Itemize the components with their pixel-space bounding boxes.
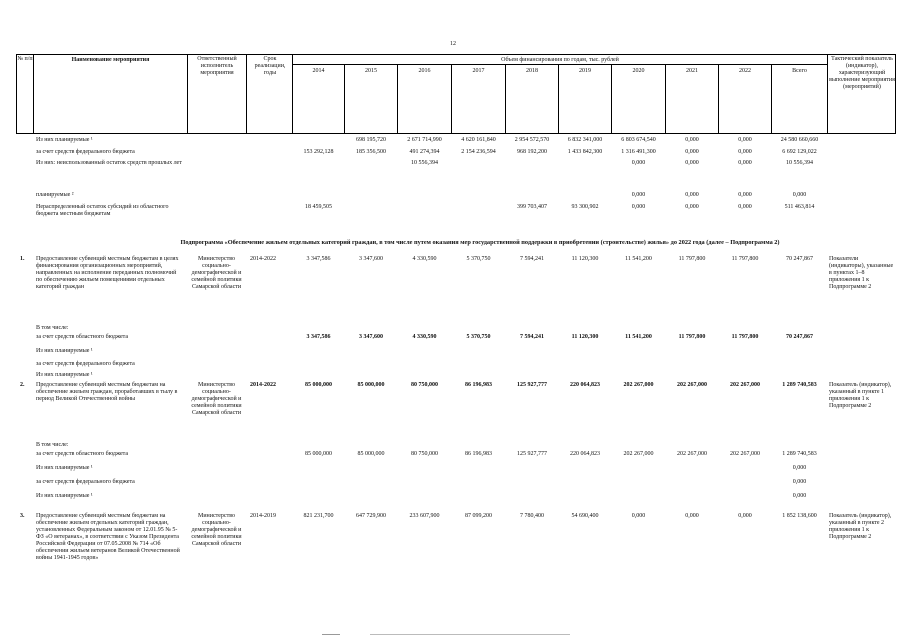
value-cell: 0,000	[738, 137, 752, 143]
value-cell: 11 541,200	[625, 256, 652, 262]
row-label: за счет средств федерального бюджета	[36, 149, 135, 155]
value-cell: 7 594,241	[520, 334, 544, 340]
value-cell: 202 267,000	[677, 451, 707, 457]
value-cell: 80 750,000	[411, 382, 438, 388]
item-name: Предоставление субвенций местным бюджетам на обеспечение жильем отдельных категорий граждан, установленных Федеральным законом от 12.01.95 № 5-ФЗ «О ветеранах», в соответствии с Указом Президента Российской Федерации от 07.05.2008 № 714 «Об обеспечении жильем ветеранов Великой Отечественной войны 1941-1945 годов»	[36, 513, 180, 561]
header-bottom-border	[16, 133, 896, 134]
value-cell: 0,000	[738, 204, 752, 210]
value-cell: 202 267,000	[677, 382, 707, 388]
item-term: 2014-2022	[250, 256, 276, 262]
value-cell: 491 274,394	[409, 149, 440, 155]
sub-row-label: Из них планируемые ¹	[36, 348, 93, 354]
value-cell: 0,000	[738, 160, 752, 166]
item-number: 2.	[20, 382, 25, 388]
row-label: Нераспределенный остаток субсидий из областного бюджета местным бюджетам	[36, 204, 169, 217]
value-cell: 202 267,000	[730, 382, 760, 388]
value-cell: 70 247,867	[786, 334, 813, 340]
value-cell: 0,000	[738, 149, 752, 155]
value-cell: 6 832 341,000	[567, 137, 603, 143]
value-cell: 6 692 129,022	[782, 149, 817, 155]
header-year: 2018	[526, 68, 538, 74]
header-year: 2014	[312, 68, 325, 74]
value-cell: 821 231,700	[303, 513, 334, 519]
value-cell: 202 267,000	[623, 382, 654, 388]
value-cell: 11 120,300	[571, 334, 599, 340]
sub-row-label: Из них планируемые ¹	[36, 372, 93, 378]
item-executor: Министерство социально-демографической и семейной политики Самарской области	[191, 256, 242, 290]
value-cell: 1 433 842,300	[567, 149, 603, 155]
value-cell: 11 541,200	[625, 334, 652, 340]
value-cell: 0,000	[792, 479, 807, 485]
value-cell: 80 750,000	[411, 451, 438, 457]
header-year: 2017	[472, 68, 485, 74]
header-vline	[292, 54, 293, 134]
value-cell: 0,000	[631, 204, 646, 210]
value-cell: 1 289 740,583	[782, 451, 817, 457]
value-cell: 5 370,750	[466, 334, 491, 340]
value-cell: 0,000	[792, 465, 807, 471]
value-cell: 11 797,800	[731, 256, 759, 262]
years-divider	[292, 64, 827, 65]
header-term: Срок реализации, годы	[254, 56, 286, 76]
item-executor: Министерство социально-демографической и семейной политики Самарской области	[191, 513, 242, 547]
item-number: 3.	[20, 513, 25, 519]
item-name: Предоставление субвенций местным бюджетам на обеспечение жильем граждан, проработавших в тылу в период Великой Отечественной войны	[36, 382, 178, 402]
value-cell: 185 356,500	[356, 149, 386, 155]
value-cell: 0,000	[631, 160, 646, 166]
value-cell: 125 927,777	[517, 451, 547, 457]
header-year: 2020	[632, 68, 645, 74]
header-year: 2015	[365, 68, 377, 74]
value-cell: 6 803 674,540	[621, 137, 656, 143]
value-cell: 3 347,600	[359, 256, 383, 262]
sub-row-label: Из них планируемые ¹	[36, 465, 93, 471]
value-cell: 54 690,400	[571, 513, 599, 519]
value-cell: 0,000	[685, 137, 699, 143]
value-cell: 0,000	[685, 160, 699, 166]
row-label: планируемые ²	[36, 192, 74, 198]
sub-row-label: за счет средств областного бюджета	[36, 451, 129, 457]
value-cell: 24 580 660,660	[780, 137, 819, 143]
value-cell: 85 000,000	[357, 451, 385, 457]
sub-row-label: за счет средств областного бюджета	[36, 334, 129, 340]
value-cell: 87 099,200	[465, 513, 492, 519]
value-cell: 399 703,407	[517, 204, 547, 210]
value-cell: 2 954 572,570	[514, 137, 550, 143]
value-cell: 85 000,000	[305, 451, 332, 457]
value-cell: 220 064,823	[570, 451, 600, 457]
header-funding: Объем финансирования по годам, тыс. рублей	[501, 57, 619, 63]
value-cell: 125 927,777	[517, 382, 547, 388]
item-term: 2014-2019	[250, 513, 276, 519]
value-cell: 0,000	[738, 192, 752, 198]
value-cell: 647 729,900	[356, 513, 386, 519]
value-cell: 0,000	[685, 513, 699, 519]
value-cell: 0,000	[792, 493, 807, 499]
row-label: Из них: неиспользованный остаток средств прошлых лет	[36, 160, 182, 166]
row-label: Из них планируемые ¹	[36, 137, 93, 143]
value-cell: 86 196,983	[465, 451, 492, 457]
value-cell: 3 347,586	[306, 334, 331, 340]
header-num: № п/п	[17, 56, 33, 62]
value-cell: 3 347,586	[306, 256, 331, 262]
header-year: Всего	[792, 68, 807, 74]
value-cell: 1 852 138,600	[782, 513, 817, 519]
item-name: Предоставление субвенций местным бюджетам в целях финансирования организационных мероприятий, направленных на исполнение переданных полномочий по обеспечению жильем помещениями отдельных категорий граждан	[36, 256, 179, 290]
item-indicator: Показатель (индикатор), указанный в пункте 1 приложения 1 к Подпрограмме 2	[829, 382, 892, 409]
value-cell: 4 620 161,840	[461, 137, 496, 143]
value-cell: 0,000	[685, 192, 699, 198]
value-cell: 85 000,000	[357, 382, 385, 388]
sub-row-label: В том числе:	[36, 325, 69, 331]
value-cell: 11 120,300	[571, 256, 599, 262]
value-cell: 93 300,902	[571, 204, 599, 210]
item-number: 1.	[20, 256, 25, 262]
bottom-mark	[370, 634, 570, 635]
header-indicator: Тактический показатель (индикатор), характеризующий выполнение мероприятия (мероприятий)	[829, 56, 895, 90]
bottom-mark	[322, 634, 340, 635]
value-cell: 153 292,128	[303, 149, 334, 155]
item-indicator: Показатель (индикатор), указанный в пункте 2 приложения 1 к Подпрограмме 2	[829, 513, 892, 540]
value-cell: 11 797,800	[678, 256, 706, 262]
value-cell: 511 463,814	[784, 204, 815, 210]
header-vline	[246, 54, 247, 134]
value-cell: 1 316 491,300	[621, 149, 656, 155]
value-cell: 1 289 740,583	[782, 382, 817, 388]
page-number: 12	[450, 41, 456, 47]
value-cell: 0,000	[792, 192, 807, 198]
sub-row-label: В том числе:	[36, 442, 69, 448]
value-cell: 86 196,983	[465, 382, 492, 388]
header-vline	[827, 54, 828, 134]
value-cell: 233 607,900	[409, 513, 440, 519]
header-executor: Ответственный исполнитель мероприятия	[197, 56, 237, 76]
header-vline	[895, 54, 896, 134]
sub-row-label: за счет средств федерального бюджета	[36, 361, 135, 367]
value-cell: 85 000,000	[305, 382, 332, 388]
value-cell: 2 154 236,594	[461, 149, 496, 155]
value-cell: 0,000	[631, 513, 646, 519]
value-cell: 202 267,000	[623, 451, 654, 457]
header-year: 2022	[739, 68, 751, 74]
header-name: Наименование мероприятия	[71, 57, 150, 63]
sub-row-label: Из них планируемые ¹	[36, 493, 93, 499]
value-cell: 70 247,867	[786, 256, 813, 262]
value-cell: 18 459,505	[305, 204, 332, 210]
value-cell: 0,000	[685, 149, 699, 155]
value-cell: 10 556,394	[786, 160, 813, 166]
value-cell: 0,000	[631, 192, 646, 198]
value-cell: 3 347,600	[359, 334, 383, 340]
value-cell: 220 064,823	[570, 382, 600, 388]
header-year: 2016	[418, 68, 431, 74]
header-vline	[16, 54, 17, 134]
header-vline	[33, 54, 34, 134]
header-year: 2021	[686, 68, 698, 74]
sub-row-label: за счет средств федерального бюджета	[36, 479, 135, 485]
value-cell: 7 594,241	[520, 256, 544, 262]
value-cell: 11 797,800	[731, 334, 759, 340]
value-cell: 0,000	[738, 513, 752, 519]
header-year: 2019	[579, 68, 591, 74]
item-executor: Министерство социально-демографической и семейной политики Самарской области	[191, 382, 242, 416]
item-indicator: Показатели (индикаторы), указанные в пунктах 1–8 приложения 1 к Подпрограмме 2	[829, 256, 894, 290]
value-cell: 4 330,590	[412, 334, 437, 340]
value-cell: 5 370,750	[466, 256, 491, 262]
value-cell: 10 556,394	[411, 160, 438, 166]
value-cell: 698 195,720	[356, 137, 386, 143]
value-cell: 7 780,400	[520, 513, 544, 519]
table-top-border	[16, 54, 896, 55]
item-term: 2014-2022	[250, 382, 276, 388]
value-cell: 2 671 714,990	[407, 137, 442, 143]
subprogram-title: Подпрограмма «Обеспечение жильем отдельных категорий граждан, в том числе путем оказания мер государственной поддержки в приобретении (строительстве) жилья» до 2022 года (далее – Подпрограмма 2)	[180, 239, 780, 246]
value-cell: 4 330,590	[412, 256, 437, 262]
value-cell: 968 192,200	[517, 149, 547, 155]
value-cell: 11 797,800	[678, 334, 706, 340]
value-cell: 0,000	[685, 204, 699, 210]
value-cell: 202 267,000	[730, 451, 760, 457]
